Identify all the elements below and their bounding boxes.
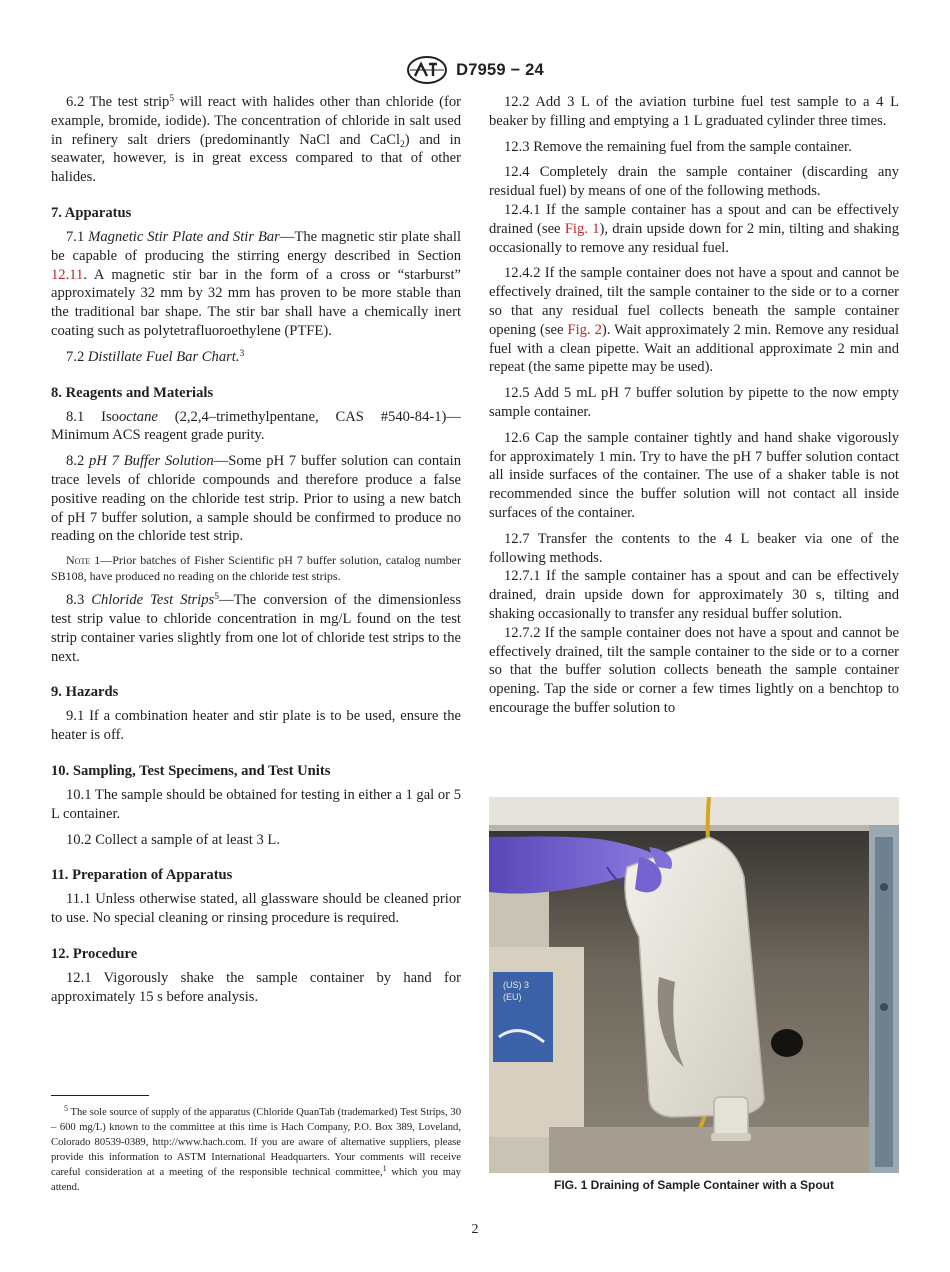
paragraph-12-6: 12.6 Cap the sample container tightly and hand shake vigorously for approximately 1 min. Try to have the pH 7 buffer solution contact all inside surfaces of the container. The use of a shaker table is not recommended since the buffer solution will not contact all inside surfaces of the container. — [489, 429, 899, 521]
right-column — [489, 93, 899, 718]
paragraph-12-2: 12.2 Add 3 L of the aviation turbine fuel test sample to a 4 L beaker by filling and emptying a 1 L graduated cylinder three times. — [489, 94, 899, 129]
paragraph-12-4: 12.4 Completely drain the sample container (discarding any residual fuel) by means of one of the following methods. — [489, 164, 899, 200]
paragraph-6-2: 6.2 The test strip$^5$ will react with halides other than chloride (for example, bromide, iodide). The concentration of chloride in salt used in refinery salt driers (predominantly NaCl and CaCl$_2$) and in seawater, however, is in great excess compared to that of other halides. — [51, 94, 461, 186]
paragraph-9-1: 9.1 If a combination heater and stir plate is to be used, ensure the heater is off. — [51, 708, 461, 744]
draining-container-illustration — [489, 797, 899, 1173]
paragraph-12-7-1: 12.7.1 If the sample container has a spout and can be effectively drained, drain upside down for approximately 30 s, tilting and shaking occasionally to transfer any residual buffer solution. — [489, 568, 899, 622]
paragraph-12-4-2: 12.4.2 If the sample container does not have a spout and cannot be effectively drained, tilt the sample container to the side or to a corner so that any residual fuel collects beneath the sample container opening (see Fig. 2). Wait approximately 2 min. Remove any residual fuel with a clean pipette. Wait an additional approximate 2 min and repeat (the same pipette may be used). — [489, 265, 900, 376]
paragraph-12-4-1: 12.4.1 If the sample container has a spout and can be effectively drained (see Fig. 1), drain upside down for 2 min, tilting and shaking occasionally to remove any residual fuel. — [489, 201, 899, 256]
left-column — [51, 93, 461, 1014]
section-9-heading: 9. Hazards — [51, 684, 119, 701]
page-number: 2 — [471, 1222, 479, 1237]
section-8-heading: 8. Reagents and Materials — [51, 384, 214, 401]
paragraph-12-5: 12.5 Add 5 mL pH 7 buffer solution by pipette to the now empty sample container. — [489, 385, 899, 420]
section-12-heading: 12. Procedure — [51, 945, 138, 962]
box-label-text-2: (EU) — [503, 992, 522, 1002]
section-7-heading: 7. Apparatus — [51, 204, 132, 221]
document-designation: D7959 − 24 — [456, 60, 544, 79]
footnote-5: $^5$ The sole source of supply of the apparatus (Chloride QuanTab (trademarked) Test Strips, 30 – 600 mg/L) known to the committee at this time is Hach Company, P.O. Box 389, Loveland, Colorado 80539-0389, http://www.hach.com. If you are aware of alternative suppliers, please provide this information to ASTM International Headquarters. Your comments will receive careful consideration at a meeting of the responsible technical committee,$^1$ which you may attend. — [51, 1104, 461, 1194]
paragraph-12-7: 12.7 Transfer the contents to the 4 L beaker via one of the following methods. — [489, 530, 899, 566]
paragraph-8-2: 8.2 pH 7 Buffer Solution—Some pH 7 buffer solution can contain trace levels of chloride compounds and therefore produce a false positive reading on the chloride test strip. Prior to using a new batch of pH 7 buffer solution, a sample should be confirmed to produce no reading on the chloride test strip. — [51, 453, 461, 545]
paragraph-12-1: 12.1 Vigorously shake the sample container by hand for approximately 15 s before analysis. — [51, 969, 461, 1005]
section-10-heading: 10. Sampling, Test Specimens, and Test Units — [51, 762, 331, 779]
paragraph-12-3: 12.3 Remove the remaining fuel from the sample container. — [504, 138, 852, 155]
page-header — [0, 55, 950, 85]
astm-logo-icon — [406, 55, 448, 85]
footnote-rule — [51, 1095, 149, 1096]
paragraph-7-2: 7.2 Distillate Fuel Bar Chart.$^3$ — [66, 348, 245, 365]
paragraph-8-1: 8.1 Isooctane (2,2,4–trimethylpentane, CAS #540-84-1)—Minimum ACS reagent grade purity. — [51, 408, 461, 444]
note-1: Note 1—Prior batches of Fisher Scientific pH 7 buffer solution, catalog number SB108, have produced no reading on the chloride test strips. — [51, 553, 462, 583]
paragraph-11-1: 11.1 Unless otherwise stated, all glassware should be cleaned prior to use. No special cleaning or rinsing procedure is required. — [51, 891, 461, 927]
paragraph-10-1: 10.1 The sample should be obtained for testing in either a 1 gal or 5 L container. — [51, 786, 461, 822]
paragraph-12-7-2: 12.7.2 If the sample container does not have a spout and cannot be effectively drained, tilt the sample container to the side or to a corner so that the buffer solution collects beneath the sample container opening. Tap the side or corner a few times lightly on a benchtop to encourage the buffer solution to — [489, 624, 899, 716]
link-fig-1[interactable]: Fig. 1 — [564, 220, 600, 237]
paragraph-8-3: 8.3 Chloride Test Strips$^5$—The conversion of the dimensionless test strip value to chloride concentration in mg/L found on the test strip container varies slightly from one lot of chloride test strips to the next. — [51, 592, 461, 665]
figure-1-caption: FIG. 1 Draining of Sample Container with a Spout — [553, 1178, 835, 1192]
link-fig-2[interactable]: Fig. 2 — [567, 321, 602, 338]
section-11-heading: 11. Preparation of Apparatus — [51, 867, 233, 884]
figure-1-photo — [489, 797, 899, 1173]
box-label-text: (US) 3 — [503, 980, 530, 990]
paragraph-10-2: 10.2 Collect a sample of at least 3 L. — [66, 831, 280, 848]
link-section-12-11[interactable]: 12.11 — [51, 266, 84, 283]
paragraph-7-1: 7.1 Magnetic Stir Plate and Stir Bar—The magnetic stir plate shall be capable of producing the stirring energy described in Section 12.11. A magnetic stir bar in the form of a cross or “starburst” approximately 32 mm by 32 mm has proven to be more stable than the traditional bar shape. The stir bar shall have a chemically inert coating such as polytetrafluoroethylene (PTFE). — [51, 228, 462, 339]
